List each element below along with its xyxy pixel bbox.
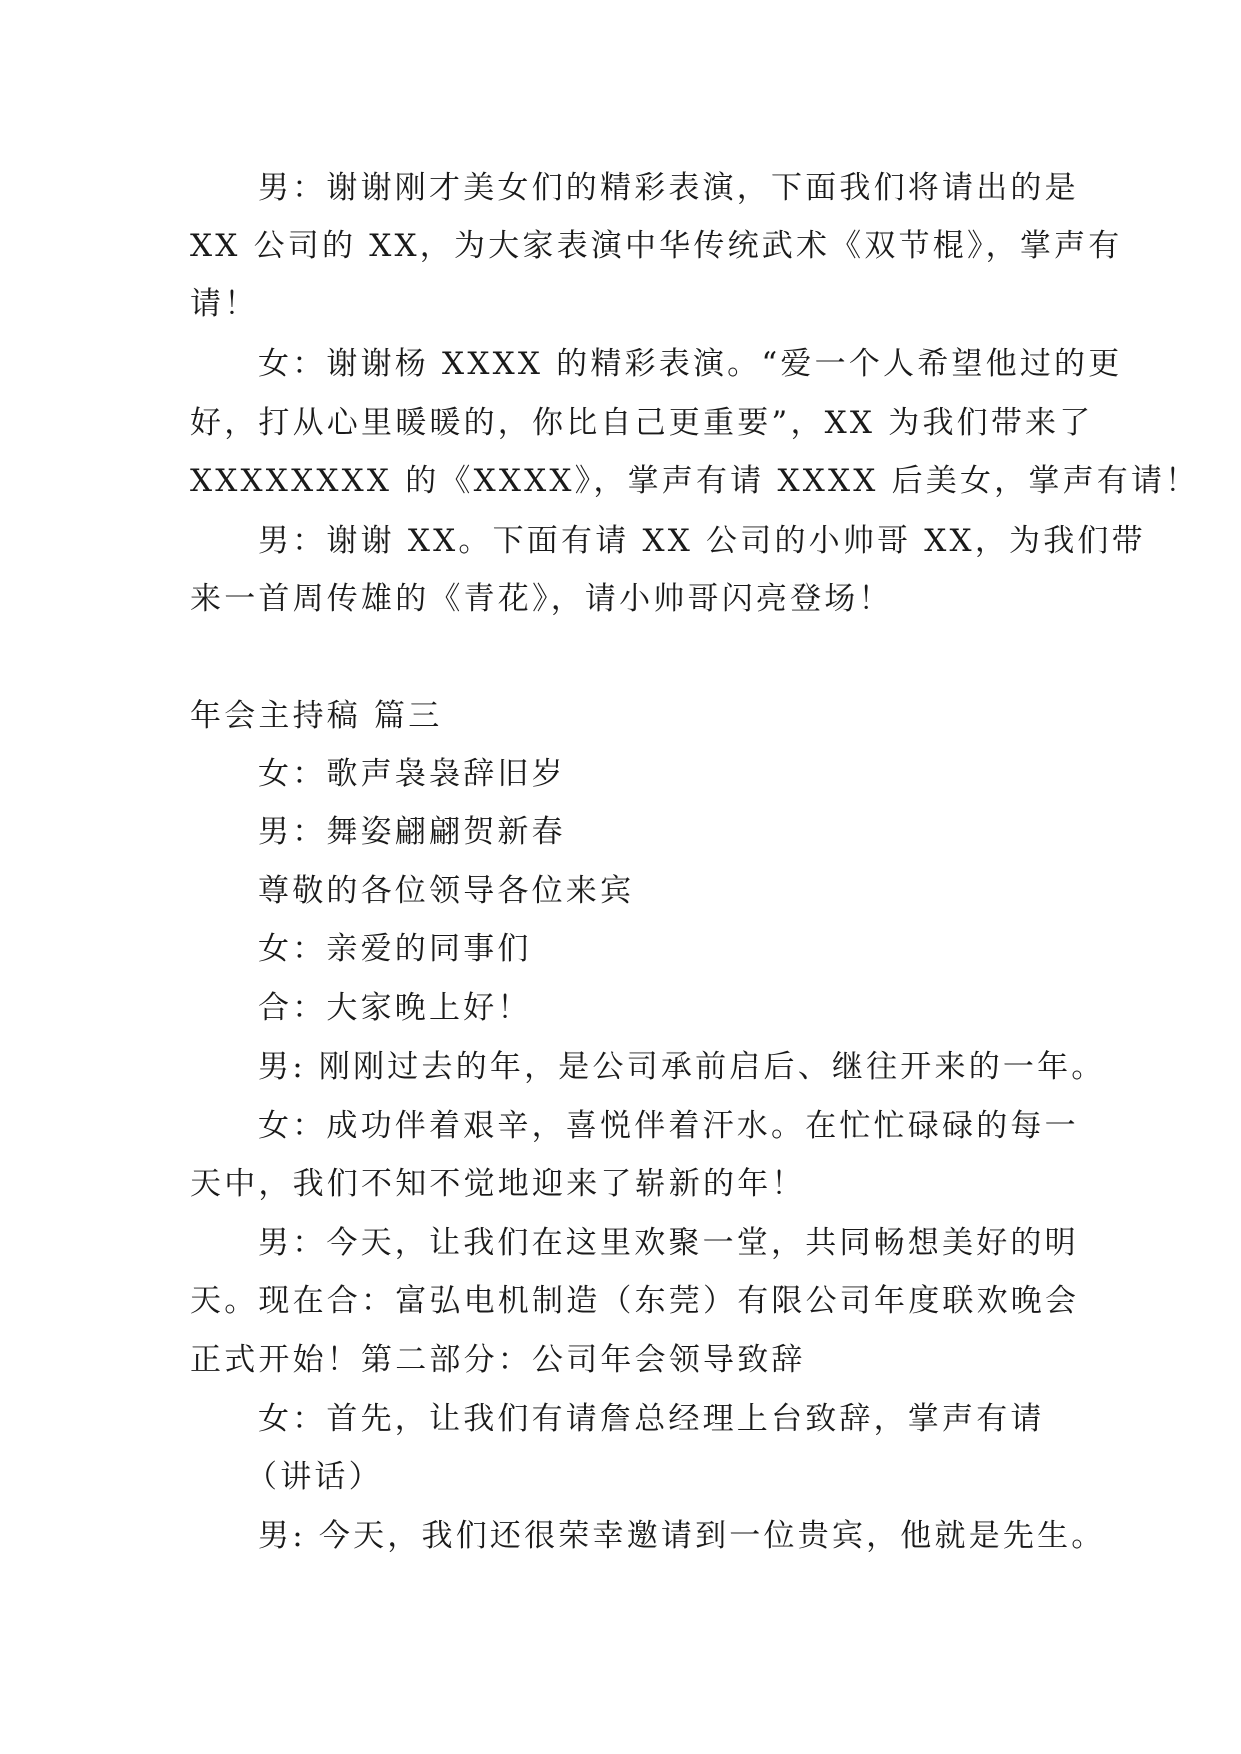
paragraph-line: XX 公司的 XX，为大家表演中华传统武术《双节棍》，掌声有 — [190, 228, 1123, 264]
paragraph-line: 女：歌声袅袅辞旧岁 — [258, 756, 566, 792]
paragraph-line: 合：大家晚上好！ — [258, 990, 532, 1026]
paragraph-line: 男：今天，让我们在这里欢聚一堂，共同畅想美好的明 — [258, 1225, 1079, 1261]
paragraph-line: 正式开始！第二部分：公司年会领导致辞 — [190, 1342, 806, 1378]
paragraph-line: 男：谢谢刚才美女们的精彩表演，下面我们将请出的是 — [258, 170, 1079, 206]
paragraph-line: 男：谢谢 XX。下面有请 XX 公司的小帅哥 XX，为我们带 — [258, 523, 1146, 559]
paragraph-line: 男：舞姿翩翩贺新春 — [258, 814, 566, 850]
paragraph-line: 来一首周传雄的《青花》，请小帅哥闪亮登场！ — [190, 581, 893, 617]
paragraph-line: 女：成功伴着艰辛，喜悦伴着汗水。在忙忙碌碌的每一 — [258, 1108, 1079, 1144]
paragraph-line: 尊敬的各位领导各位来宾 — [258, 873, 635, 909]
paragraph-line: （讲话） — [246, 1459, 383, 1495]
paragraph-line: 男: 刚刚过去的年，是公司承前启后、继往开来的一年。 — [258, 1049, 1106, 1085]
paragraph-line: 女：谢谢杨 XXXX 的精彩表演。“爱一个人希望他过的更 — [258, 346, 1123, 382]
paragraph-line: 天。现在合：富弘电机制造（东莞）有限公司年度联欢晚会 — [190, 1283, 1080, 1319]
paragraph-line: 好，打从心里暖暖的，你比自己更重要”，XX 为我们带来了 — [190, 405, 1094, 441]
paragraph-line: XXXXXXXX 的《XXXX》，掌声有请 XXXX 后美女，掌声有请！ — [190, 463, 1200, 499]
paragraph-line: 女：首先，让我们有请詹总经理上台致辞，掌声有请 — [258, 1401, 1045, 1437]
paragraph-line: 男: 今天，我们还很荣幸邀请到一位贵宾，他就是先生。 — [258, 1518, 1106, 1554]
paragraph-line: 请！ — [190, 286, 259, 322]
section-title: 年会主持稿 篇三 — [190, 698, 443, 734]
paragraph-line: 天中，我们不知不觉地迎来了崭新的年！ — [190, 1166, 806, 1202]
paragraph-line: 女：亲爱的同事们 — [258, 931, 532, 967]
